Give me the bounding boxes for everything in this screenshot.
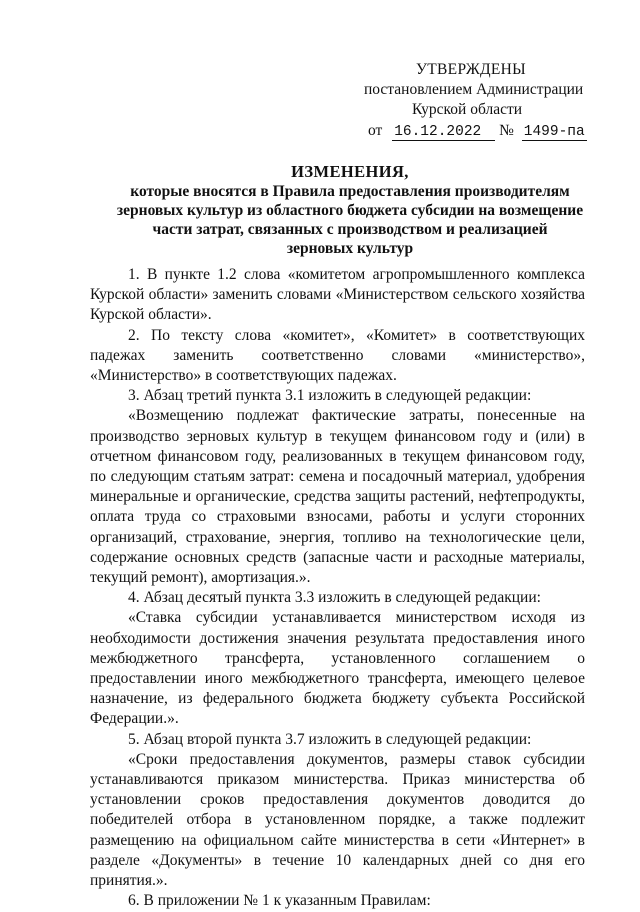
title-line: части затрат, связанных с производством и реализацией — [152, 221, 548, 238]
paragraph-item-4: 4. Абзац десятый пункта 3.3 изложить в следующей редакции: — [128, 589, 541, 607]
paragraph-item-2: 2. По тексту слова «комитет», «Комитет» в соответствующих падежах заменить соответственно словами «министерство», «Министерство» в соответствующих падежах. — [90, 326, 585, 385]
date-number-line — [364, 121, 604, 142]
title-line: зерновых культур — [286, 240, 414, 257]
paragraph-quote-3: «Возмещению подлежат фактические затраты, понесенные на производство зерновых культур в текущем финансовом году и (или) в отчетном финансовом году, реализованных в текущем финансовом году, по следующим статьям затрат: семена и посадочный материал, удобрения минеральные и органические, средства защиты растений, нефтепродукты, оплата труда со страховыми взносами, работы и услуги сторонних организаций, страхование, энергия, топливо на технологические цели, содержание основных средств (запасные части и расходные материалы, текущий ремонт), амортизация.». — [90, 407, 585, 587]
paragraph-item-3: 3. Абзац третий пункта 3.1 изложить в следующей редакции: — [128, 387, 532, 405]
number-prefix: № — [499, 122, 514, 139]
title-line: которые вносятся в Правила предоставления производителям — [130, 183, 570, 200]
paragraph-quote-5: «Сроки предоставления документов, размеры ставок субсидии устанавливаются приказом министерства. Приказ министерства об установлении сроков предоставления документов доводится до победителей отбора в установленном порядке, а также подлежит размещению на официальном сайте министерства в сети «Интернет» в разделе «Документы» в течение 10 календарных дней со дня его принятия.». — [90, 750, 585, 890]
document-body — [90, 265, 585, 912]
approval-stamp-block — [364, 60, 604, 142]
region-text: Курской области — [412, 101, 523, 118]
title-heading: ИЗМЕНЕНИЯ, — [291, 162, 409, 181]
paragraph-item-5: 5. Абзац второй пункта 3.7 изложить в следующей редакции: — [128, 730, 532, 748]
title-line: зерновых культур из областного бюджета субсидии на возмещение — [116, 202, 584, 219]
decree-number: 1499-па — [523, 124, 585, 140]
paragraph-item-1: 1. В пункте 1.2 слова «комитетом агропромышленного комплекса Курской области» заменить словами «Министерством сельского хозяйства Курской области». — [90, 266, 585, 324]
document-title — [70, 162, 630, 258]
decree-date: 16.12.2022 — [392, 124, 495, 141]
approved-by-text: постановлением Администрации — [364, 81, 584, 98]
approved-label: УТВЕРЖДЕНЫ — [416, 61, 526, 78]
date-prefix: от — [368, 122, 383, 139]
paragraph-quote-4: «Ставка субсидии устанавливается министерством исходя из необходимости достижения значения результата предоставления иного межбюджетного трансферта, установленного соглашением о предоставлении иного межбюджетного трансферта, имеющего целевое назначение, из федерального бюджета бюджету субъекта Российской Федерации.». — [90, 609, 585, 728]
paragraph-item-6: 6. В приложении № 1 к указанным Правилам: — [128, 892, 431, 910]
